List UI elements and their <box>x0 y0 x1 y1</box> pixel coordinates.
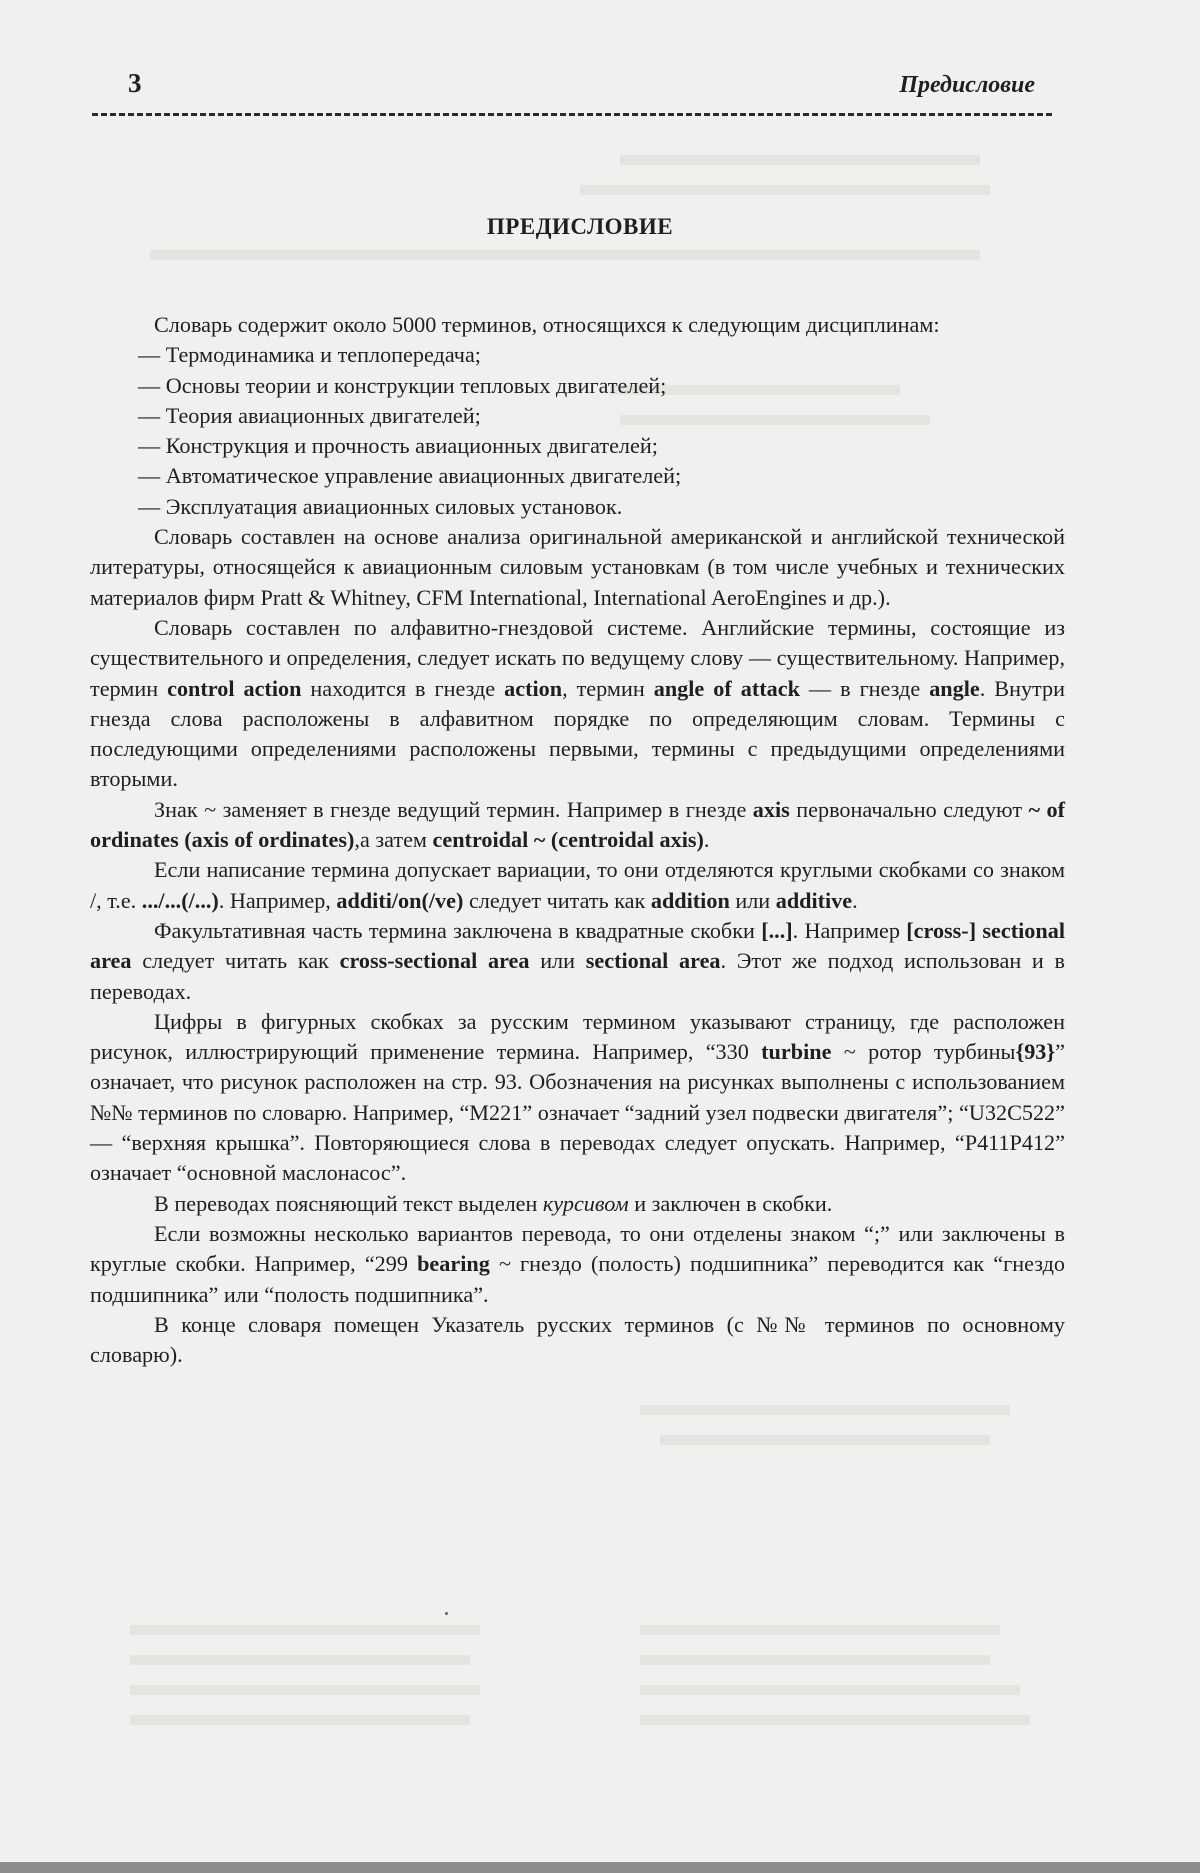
stray-mark <box>445 1612 448 1615</box>
term-example: turbine <box>761 1039 832 1065</box>
italic-word: курсивом <box>542 1190 629 1216</box>
term-example: [...] <box>761 917 793 943</box>
running-header-title: Предисловие <box>899 72 1035 98</box>
term-example: additi/on(/ve) <box>336 887 464 913</box>
term-example: cross-sectional area <box>339 948 530 974</box>
index-paragraph: В конце словаря помещен Указатель русских терминов (с №№ терминов по основному словарю). <box>90 1311 1065 1368</box>
term-example: angle <box>929 675 980 701</box>
term-example: addition <box>650 887 730 913</box>
page-number: 3 <box>128 68 142 98</box>
list-item: — Конструкция и прочность авиационных двигателей; <box>138 433 658 459</box>
term-example: angle of attack <box>653 675 800 701</box>
optional-part-paragraph: Факультативная часть термина заключена в квадратные скобки [...]. Например [cross-] sectional area следует читать как cross-sectional area или sectional area. Этот же подход использован и в переводах. <box>90 917 1065 1004</box>
discipline-list <box>90 340 1065 522</box>
alternatives-paragraph: Если возможны несколько вариантов перевода, то они отделены знаком “;” или заключены в круглые скобки. Например, “299 bearing ~ гнездо (полость) подшипника” переводится как “гнездо подшипника” или “полость подшипника”. <box>90 1220 1065 1307</box>
sources-paragraph: Словарь составлен на основе анализа оригинальной американской и английской технической литературы, относящейся к авиационным силовым установкам (в том числе учебных и технических материалов фирм Pratt & Whitney, CFM International, International AeroEngines и др.). <box>90 524 1065 610</box>
term-example: ~ of ordinates (axis of ordinates) <box>90 796 1065 853</box>
term-example: control action <box>167 675 302 701</box>
figures-paragraph: Цифры в фигурных скобках за русским термином указывают страницу, где расположен рисунок, иллюстрирующий применение термина. Например, “330 turbine ~ ротор турбины{93}” означает, что рисунок расположен на стр. 93. Обозначения на рисунках выполнены с использованием №№ терминов по словарю. Например, “M221” означает “задний узел подвески двигателя”; “U32C522” — “верхняя крышка”. Повторяющиеся слова в переводах следует опускать. Например, “P411P412” означает “основной маслонасос”. <box>90 1008 1066 1186</box>
document-body <box>90 310 1065 1370</box>
figure-reference: {93} <box>1015 1039 1056 1065</box>
term-example: sectional area <box>585 948 721 974</box>
intro-paragraph: Словарь содержит около 5000 терминов, относящихся к следующим дисциплинам: <box>154 312 940 337</box>
system-paragraph: Словарь составлен по алфавитно-гнездовой системе. Английские термины, состоящие из существительного и определения, следует искать по ведущему слову — существительному. Например, термин control action находится в гнезде action, термин angle of attack — в гнезде angle. Внутри гнезда слова расположены в алфавитном порядке по определяющим словам. Термины с последующими определениями расположены первыми, термины с предыдущими определениями вторыми. <box>90 614 1065 792</box>
tilde-paragraph: Знак ~ заменяет в гнезде ведущий термин. Например в гнезде axis первоначально следуют ~ of ordinates (axis of ordinates),а затем centroidal ~ (centroidal axis). <box>90 796 1065 853</box>
term-example: bearing <box>417 1251 490 1277</box>
term-example: [cross-] sectional area <box>90 917 1065 974</box>
header-divider <box>92 113 1052 116</box>
list-item: — Термодинамика и теплопередача; <box>138 342 481 368</box>
list-item: — Эксплуатация авиационных силовых установок. <box>138 493 623 519</box>
list-item: — Основы теории и конструкции тепловых двигателей; <box>138 372 667 398</box>
term-example: axis <box>752 796 790 822</box>
list-item: — Теория авиационных двигателей; <box>138 402 481 428</box>
list-item: — Автоматическое управление авиационных двигателей; <box>138 463 682 489</box>
term-example: additive <box>775 887 853 913</box>
term-example: .../...(/...) <box>141 887 219 913</box>
page-title: ПРЕДИСЛОВИЕ <box>486 214 674 239</box>
term-example: action <box>504 675 563 701</box>
scan-edge <box>0 1862 1200 1873</box>
variants-paragraph: Если написание термина допускает вариации, то они отделяются круглыми скобками со знаком /, т.е. .../...(/...). Например, additi/on(/ve) следует читать как addition или additive. <box>90 857 1065 913</box>
term-example: centroidal ~ (centroidal axis) <box>432 827 704 853</box>
italic-note-paragraph: В переводах поясняющий текст выделен курсивом и заключен в скобки. <box>154 1190 833 1216</box>
